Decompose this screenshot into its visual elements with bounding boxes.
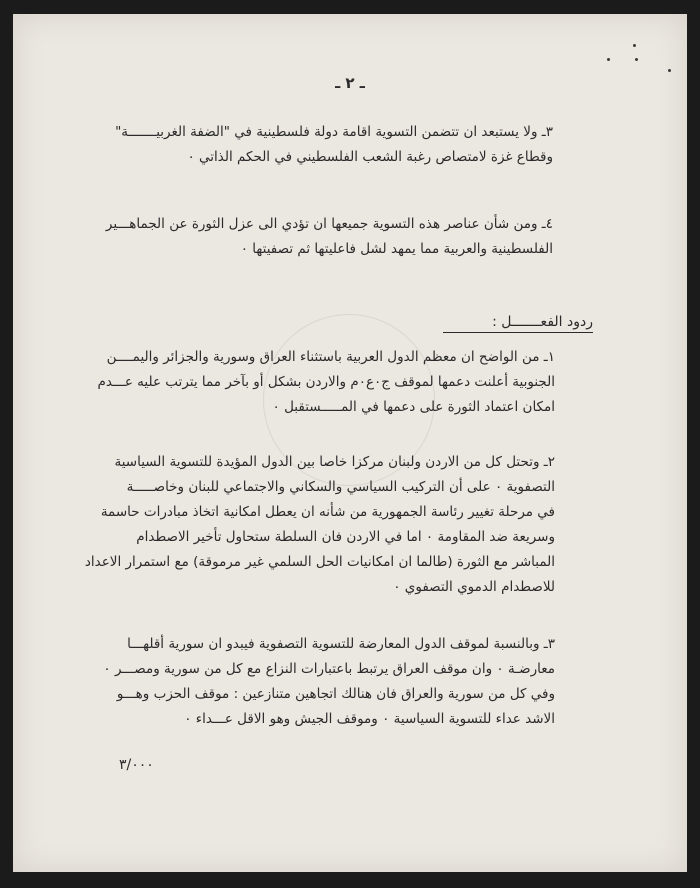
- paragraph-line: ١ـ من الواضح ان معظم الدول العربية باستثناء العراق وسورية والجزائر واليمــــن: [106, 349, 555, 365]
- margin-mark: [607, 58, 610, 61]
- margin-mark: [635, 58, 638, 61]
- margin-mark: [633, 44, 636, 47]
- paragraph-line: التصفوية ٠ على أن التركيب السياسي والسكاني والاجتماعي للبنان وخاصـــــة: [126, 479, 555, 495]
- document-page: [13, 14, 687, 872]
- paragraph-line: ٤ـ ومن شأن عناصر هذه التسوية جميعها ان تؤدي الى عزل الثورة عن الجماهـــير: [105, 216, 553, 232]
- reaction-3: [105, 632, 555, 732]
- paragraph-line: المباشر مع الثورة (طالما ان امكانيات الحل السلمي غير مرموقة) مع استمرار الاعداد: [84, 554, 555, 570]
- paragraph-line: معارضـة ٠ وان موقف العراق يرتبط باعتبارات النزاع مع كل من سورية ومصـــر ٠: [103, 661, 555, 677]
- paragraph-line: في مرحلة تغيير رئاسة الجمهورية من شأنه ان يعطل امكانية اتخاذ مبادرات حاسمة: [100, 504, 555, 520]
- continuation-marker: ٣/٠٠٠: [119, 757, 154, 773]
- paragraph-line: ٢ـ وتحتل كل من الاردن ولبنان مركزا خاصا بين الدول المؤيدة للتسوية السياسية: [114, 454, 555, 470]
- point-3: [115, 120, 553, 170]
- paragraph-line: امكان اعتماد الثورة على دعمها في المـــــستقبل ٠: [272, 399, 555, 415]
- paragraph-line: الاشد عداء للتسوية السياسية ٠ وموقف الجيش وهو الاقل عـــداء ٠: [184, 711, 555, 727]
- paragraph-line: وسريعة ضد المقاومة ٠ اما في الاردن فان السلطة ستحاول تأخير الاصطدام: [136, 529, 555, 545]
- paragraph-line: الفلسطينية والعربية مما يمهد لشل فاعليتها ثم تصفيتها ٠: [240, 241, 553, 257]
- paragraph-line: ٣ـ ولا يستبعد ان تتضمن التسوية اقامة دولة فلسطينية في "الضفة الغربيـــــــة": [115, 124, 553, 140]
- section-heading: ردود الفعـــــــل :: [443, 314, 593, 333]
- paragraph-line: وفي كل من سورية والعراق فان هنالك اتجاهين متنازعين : موقف الحزب وهـــو: [116, 686, 555, 702]
- paragraph-line: ٣ـ وبالنسبة لموقف الدول المعارضة للتسوية التصفوية فيبدو ان سورية أقلهـــا: [127, 636, 555, 652]
- paragraph-line: للاصطدام الدموي التصفوي ٠: [393, 579, 555, 595]
- paragraph-line: الجنوبية أعلنت دعمها لموقف ج٠ع٠م والاردن بشكل أو بآخر مما يترتب عليه عـــدم: [97, 374, 555, 390]
- reaction-1: [97, 345, 555, 420]
- margin-mark: [668, 69, 671, 72]
- point-4: [105, 212, 553, 262]
- reaction-2: [84, 450, 555, 600]
- page-number: ـ ٢ ـ: [335, 74, 365, 92]
- paragraph-line: وقطاع غزة لامتصاص رغبة الشعب الفلسطيني في الحكم الذاتي ٠: [187, 149, 553, 165]
